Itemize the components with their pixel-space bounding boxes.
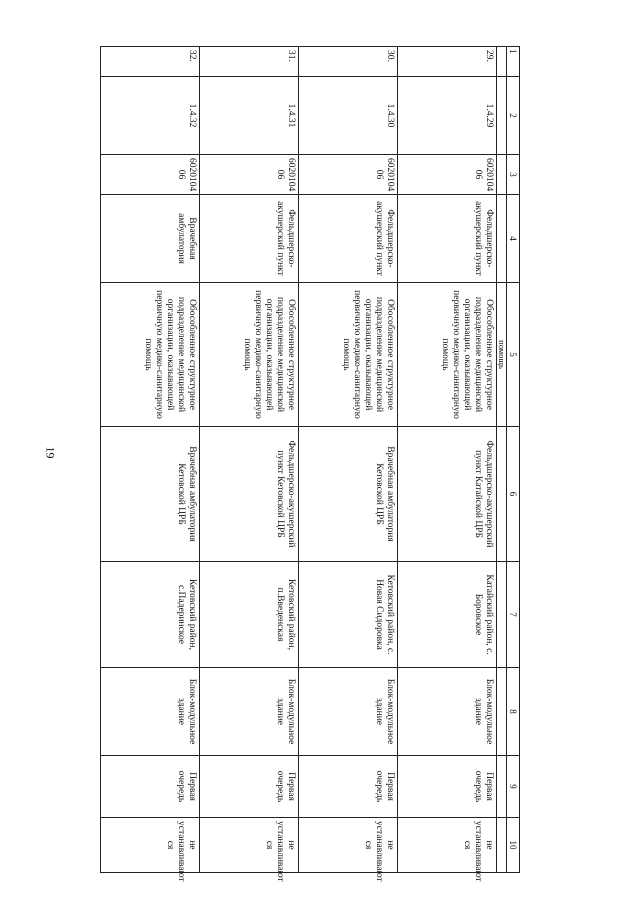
- table-row: [299, 47, 398, 873]
- row-queue: Первая очередь: [299, 756, 398, 818]
- facilities-table: [100, 46, 520, 882]
- column-number: 9: [507, 756, 520, 818]
- row-name: Врачебная амбулатория Кетовской ЦРБ: [101, 427, 200, 562]
- column-number: 10: [507, 818, 520, 873]
- row-description: Обособленное структурное подразделение медицинской организации, оказывающей первичную медико-санитарную помощь: [200, 283, 299, 427]
- row-name: Фельдшерско-акушерский пункт Кетовской ЦРБ: [200, 427, 299, 562]
- row-building: Блок-модульное здание: [398, 668, 497, 756]
- rotated-table-wrapper: [100, 46, 520, 882]
- row-description: Обособленное структурное подразделение медицинской организации, оказывающей первичную медико-санитарную помощь: [299, 283, 398, 427]
- table-row: [398, 47, 497, 873]
- row-type: Фельдшерско-акушерский пункт: [299, 195, 398, 283]
- row-note: не устанавливают ся: [101, 818, 200, 873]
- continuation-text: помощь: [497, 283, 507, 427]
- row-oktmo: 6020104 06: [299, 155, 398, 195]
- column-number: 4: [507, 195, 520, 283]
- row-location: Кетовский район, с.Падеринское: [101, 562, 200, 668]
- row-note: не устанавливают ся: [200, 818, 299, 873]
- row-name: Врачебная амбулатория Кетовской ЦРБ: [299, 427, 398, 562]
- column-number: 3: [507, 155, 520, 195]
- row-oktmo: 6020104 06: [398, 155, 497, 195]
- column-number: 6: [507, 427, 520, 562]
- row-location: Катайский район, с. Боровское: [398, 562, 497, 668]
- row-note: не устанавливают ся: [299, 818, 398, 873]
- row-type: Фельдшерско-акушерский пункт: [398, 195, 497, 283]
- column-number-row: [507, 47, 520, 873]
- row-building: Блок-модульное здание: [101, 668, 200, 756]
- row-code: 1.4.30: [299, 77, 398, 155]
- row-number: 29.: [398, 47, 497, 77]
- row-name: Фельдшерско-акушерский пункт Катайской ЦРБ: [398, 427, 497, 562]
- row-type: Фельдшерско-акушерский пункт: [200, 195, 299, 283]
- column-number: 7: [507, 562, 520, 668]
- page-number: 19: [43, 446, 58, 459]
- row-description: Обособленное структурное подразделение медицинской организации, оказывающей первичную медико-санитарную помощь: [398, 283, 497, 427]
- row-note: не устанавливают ся: [398, 818, 497, 873]
- table-row: [101, 47, 200, 873]
- row-queue: Первая очередь: [101, 756, 200, 818]
- row-code: 1.4.31: [200, 77, 299, 155]
- row-location: Кетовский район, с. Новая Сидоровка: [299, 562, 398, 668]
- row-location: Кетовский район, п.Введенская: [200, 562, 299, 668]
- column-number: 2: [507, 77, 520, 155]
- row-oktmo: 6020104 06: [101, 155, 200, 195]
- row-type: Врачебная амбулатория: [101, 195, 200, 283]
- column-number: 8: [507, 668, 520, 756]
- row-code: 1.4.32: [101, 77, 200, 155]
- row-queue: Первая очередь: [398, 756, 497, 818]
- row-number: 31.: [200, 47, 299, 77]
- row-building: Блок-модульное здание: [299, 668, 398, 756]
- table-row: [200, 47, 299, 873]
- row-oktmo: 6020104 06: [200, 155, 299, 195]
- continuation-row: [497, 47, 507, 873]
- row-code: 1.4.29: [398, 77, 497, 155]
- row-description: Обособленное структурное подразделение медицинской организации, оказывающей первичную медико-санитарную помощь: [101, 283, 200, 427]
- row-number: 32.: [101, 47, 200, 77]
- row-queue: Первая очередь: [200, 756, 299, 818]
- row-number: 30.: [299, 47, 398, 77]
- column-number: 1: [507, 47, 520, 77]
- column-number: 5: [507, 283, 520, 427]
- row-building: Блок-модульное здание: [200, 668, 299, 756]
